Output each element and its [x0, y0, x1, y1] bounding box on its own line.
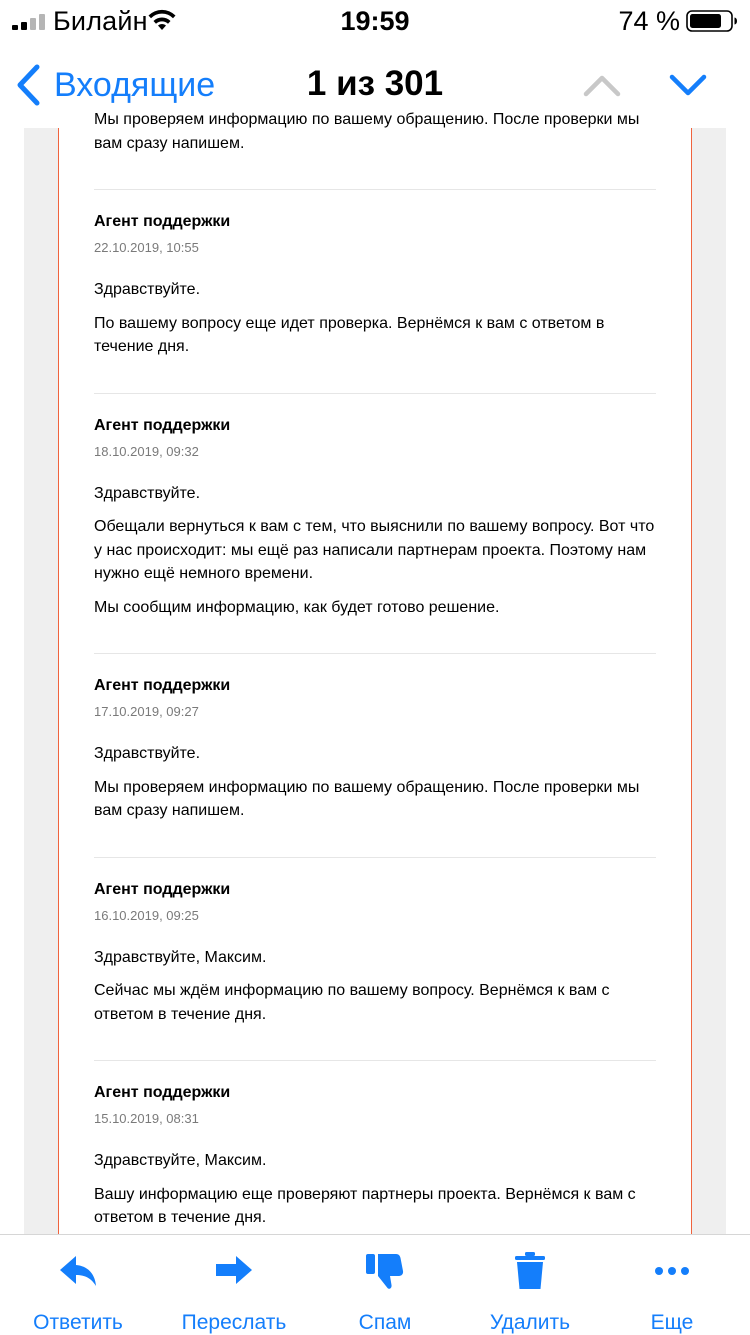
message-paragraph: Мы проверяем информацию по вашему обращению. После проверки мы вам сразу напишем.: [94, 778, 640, 819]
back-label: Входящие: [54, 65, 216, 104]
status-bar: [0, 0, 750, 42]
forward-icon: [212, 1249, 256, 1293]
spam-label: Спам: [358, 1311, 412, 1334]
email-body-scroll[interactable]: [0, 111, 750, 1234]
message-paragraph: Здравствуйте, Максим.: [94, 1152, 267, 1169]
clock: 19:59: [340, 6, 410, 36]
message-sender: Агент поддержки: [94, 213, 231, 230]
message-item: [94, 108, 656, 155]
message-paragraph: Здравствуйте.: [94, 745, 201, 762]
message-sender: Агент поддержки: [94, 677, 231, 694]
message-item: [94, 653, 656, 823]
message-paragraph: Здравствуйте.: [94, 281, 201, 298]
battery-icon: [686, 10, 738, 32]
carrier-name: Билайн: [53, 6, 148, 36]
message-date: 15.10.2019, 08:31: [94, 1111, 199, 1126]
message-paragraph: Мы проверяем информацию по вашему обращению. После проверки мы вам сразу напишем.: [94, 111, 640, 152]
message-thread: [94, 108, 656, 1287]
message-date: 18.10.2019, 09:32: [94, 443, 199, 459]
message-date: 16.10.2019, 09:25: [94, 907, 199, 923]
forward-button[interactable]: [180, 1249, 288, 1335]
next-message-button[interactable]: [668, 68, 708, 102]
spam-button[interactable]: [352, 1249, 418, 1335]
email-thread-card: [58, 111, 692, 1234]
trash-icon: [508, 1249, 552, 1293]
more-label: Еще: [650, 1311, 694, 1334]
message-counter: 1 из 301: [306, 64, 444, 103]
message-date: 22.10.2019, 10:55: [94, 240, 199, 255]
message-paragraph: По вашему вопросу еще идет проверка. Вернёмся к вам с ответом в течение дня.: [94, 314, 605, 355]
message-paragraph: Здравствуйте.: [94, 484, 201, 502]
battery-percentage: 74 %: [618, 6, 680, 36]
message-sender: Агент поддержки: [94, 1084, 231, 1101]
delete-button[interactable]: [488, 1249, 572, 1335]
message-item: [94, 1060, 656, 1230]
message-sender: Агент поддержки: [94, 416, 231, 434]
delete-label: Удалить: [489, 1311, 571, 1334]
message-sender: Агент поддержки: [94, 880, 231, 898]
message-date: 17.10.2019, 09:27: [94, 704, 199, 719]
more-icon: [650, 1249, 694, 1293]
message-paragraph: Сейчас мы ждём информацию по вашему вопросу. Вернёмся к вам с ответом в течение дня.: [94, 982, 610, 1023]
message-item: [94, 393, 656, 620]
message-paragraph: Мы сообщим информацию, как будет готово решение.: [94, 598, 500, 616]
thumbs-down-icon: [363, 1249, 407, 1293]
message-paragraph: Обещали вернуться к вам с тем, что выяснили по вашему вопросу. Вот что у нас происходит: мы ещё раз написали партнерам проекта. Поэтому нам нужно ещё немного времени.: [94, 518, 655, 582]
message-item: [94, 857, 656, 1027]
message-paragraph: Вашу информацию еще проверяют партнеры проекта. Вернёмся к вам с ответом в течение дня.: [94, 1185, 636, 1226]
reply-label: Ответить: [33, 1311, 123, 1334]
previous-message-button[interactable]: [582, 68, 622, 102]
reply-icon: [56, 1249, 100, 1293]
bottom-toolbar: [0, 1234, 750, 1334]
forward-label: Переслать: [181, 1311, 287, 1334]
message-item: [94, 189, 656, 359]
reply-button[interactable]: [32, 1249, 124, 1335]
more-button[interactable]: [648, 1249, 696, 1335]
message-paragraph: Здравствуйте, Максим.: [94, 948, 267, 966]
